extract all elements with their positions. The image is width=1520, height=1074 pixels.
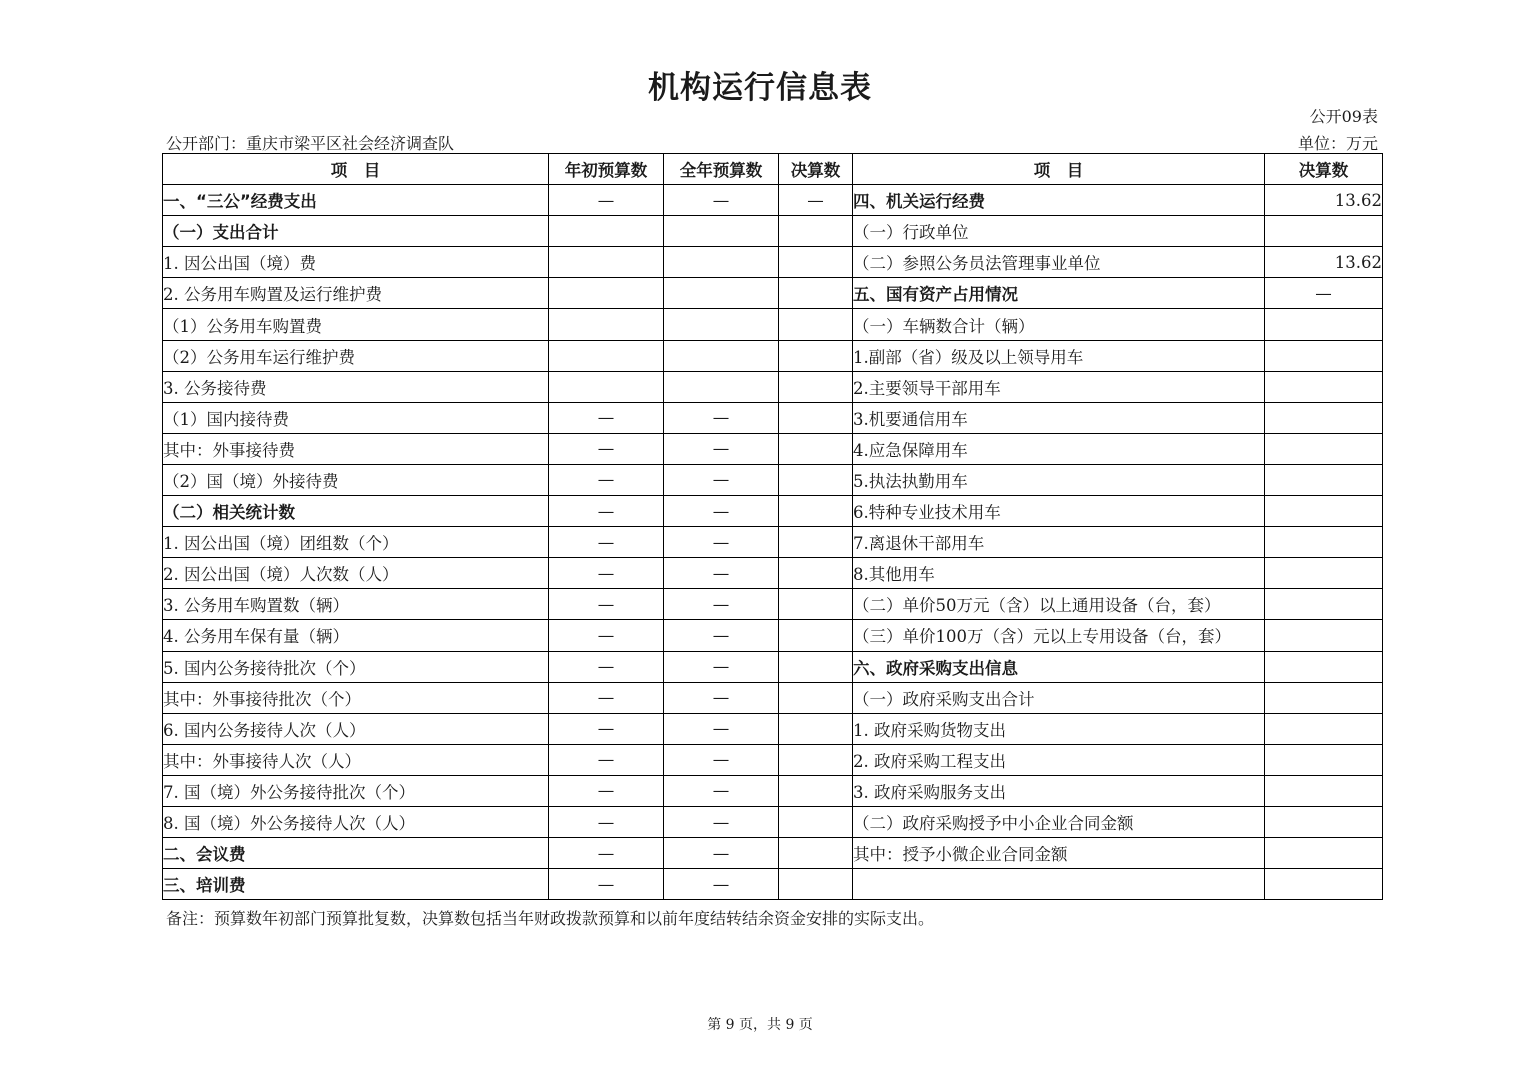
right-final-amount-cell bbox=[1265, 589, 1383, 620]
final-amount-cell bbox=[779, 527, 853, 558]
right-item: 1. 政府采购货物支出 bbox=[853, 713, 1265, 744]
right-item: （二）政府采购授予中小企业合同金额 bbox=[853, 806, 1265, 837]
table-row bbox=[163, 744, 1383, 775]
full-year-budget-cell bbox=[664, 247, 779, 278]
full-year-budget-cell: — bbox=[664, 464, 779, 495]
right-item: 8.其他用车 bbox=[853, 558, 1265, 589]
table-row bbox=[163, 775, 1383, 806]
row-item: 其中：外事接待费 bbox=[163, 433, 549, 464]
right-final-amount-cell bbox=[1265, 806, 1383, 837]
full-year-budget-cell bbox=[664, 309, 779, 340]
form-code: 公开09表 bbox=[1309, 107, 1378, 126]
initial-budget-cell: — bbox=[549, 620, 664, 651]
row-item: 二、会议费 bbox=[163, 838, 549, 869]
row-item: 1. 因公出国（境）团组数（个） bbox=[163, 527, 549, 558]
right-final-amount-cell bbox=[1265, 402, 1383, 433]
table-row bbox=[163, 713, 1383, 744]
right-item: 2.主要领导干部用车 bbox=[853, 371, 1265, 402]
final-amount-cell bbox=[779, 838, 853, 869]
table-row bbox=[163, 185, 1383, 216]
table-row bbox=[163, 651, 1383, 682]
department-label: 公开部门：重庆市梁平区社会经济调查队 bbox=[166, 134, 455, 153]
table-row bbox=[163, 806, 1383, 837]
final-amount-cell bbox=[779, 496, 853, 527]
right-item: 其中：授予小微企业合同金额 bbox=[853, 838, 1265, 869]
final-amount-cell bbox=[779, 869, 853, 900]
right-final-amount-cell bbox=[1265, 371, 1383, 402]
final-amount-cell bbox=[779, 589, 853, 620]
row-item: 8. 国（境）外公务接待人次（人） bbox=[163, 806, 549, 837]
full-year-budget-cell: — bbox=[664, 620, 779, 651]
final-amount-cell bbox=[779, 278, 853, 309]
initial-budget-cell: — bbox=[549, 806, 664, 837]
right-item: 六、政府采购支出信息 bbox=[853, 651, 1265, 682]
full-year-budget-cell: — bbox=[664, 589, 779, 620]
institution-operation-table bbox=[162, 153, 1383, 900]
right-item: 5.执法执勤用车 bbox=[853, 464, 1265, 495]
row-item: 6. 国内公务接待人次（人） bbox=[163, 713, 549, 744]
final-amount-cell bbox=[779, 433, 853, 464]
full-year-budget-cell bbox=[664, 278, 779, 309]
row-item: （一）支出合计 bbox=[163, 216, 549, 247]
row-item: 1. 因公出国（境）费 bbox=[163, 247, 549, 278]
initial-budget-cell: — bbox=[549, 558, 664, 589]
final-amount-cell bbox=[779, 682, 853, 713]
right-final-amount-cell: 13.62 bbox=[1265, 185, 1383, 216]
full-year-budget-cell: — bbox=[664, 185, 779, 216]
right-final-amount-cell bbox=[1265, 496, 1383, 527]
initial-budget-cell bbox=[549, 247, 664, 278]
initial-budget-cell: — bbox=[549, 869, 664, 900]
table-row bbox=[163, 216, 1383, 247]
final-amount-cell bbox=[779, 806, 853, 837]
right-final-amount-cell bbox=[1265, 651, 1383, 682]
initial-budget-cell bbox=[549, 371, 664, 402]
table-row bbox=[163, 371, 1383, 402]
right-item: 四、机关运行经费 bbox=[853, 185, 1265, 216]
table-row bbox=[163, 838, 1383, 869]
initial-budget-cell: — bbox=[549, 185, 664, 216]
full-year-budget-cell: — bbox=[664, 527, 779, 558]
full-year-budget-cell: — bbox=[664, 775, 779, 806]
right-item: 1.副部（省）级及以上领导用车 bbox=[853, 340, 1265, 371]
initial-budget-cell: — bbox=[549, 775, 664, 806]
final-amount-cell bbox=[779, 309, 853, 340]
initial-budget-cell: — bbox=[549, 589, 664, 620]
final-amount-cell bbox=[779, 775, 853, 806]
table-row bbox=[163, 620, 1383, 651]
right-final-amount-cell bbox=[1265, 527, 1383, 558]
right-item: 2. 政府采购工程支出 bbox=[853, 744, 1265, 775]
right-final-amount-cell bbox=[1265, 682, 1383, 713]
row-item: 其中：外事接待人次（人） bbox=[163, 744, 549, 775]
full-year-budget-cell bbox=[664, 216, 779, 247]
page-footer: 第 9 页，共 9 页 bbox=[707, 1017, 813, 1033]
row-item: （1）公务用车购置费 bbox=[163, 309, 549, 340]
initial-budget-cell bbox=[549, 309, 664, 340]
table-row bbox=[163, 247, 1383, 278]
right-final-amount-cell bbox=[1265, 620, 1383, 651]
table-row bbox=[163, 433, 1383, 464]
full-year-budget-cell: — bbox=[664, 402, 779, 433]
initial-budget-cell: — bbox=[549, 433, 664, 464]
table-row bbox=[163, 589, 1383, 620]
right-item bbox=[853, 869, 1265, 900]
table-row bbox=[163, 496, 1383, 527]
full-year-budget-cell: — bbox=[664, 651, 779, 682]
right-final-amount-cell bbox=[1265, 309, 1383, 340]
initial-budget-cell: — bbox=[549, 527, 664, 558]
row-item: （1）国内接待费 bbox=[163, 402, 549, 433]
initial-budget-cell: — bbox=[549, 496, 664, 527]
table-row bbox=[163, 309, 1383, 340]
full-year-budget-cell: — bbox=[664, 433, 779, 464]
final-amount-cell bbox=[779, 651, 853, 682]
right-item: 4.应急保障用车 bbox=[853, 433, 1265, 464]
row-item: 其中：外事接待批次（个） bbox=[163, 682, 549, 713]
right-final-amount-cell bbox=[1265, 216, 1383, 247]
full-year-budget-cell bbox=[664, 340, 779, 371]
right-final-amount-cell bbox=[1265, 433, 1383, 464]
initial-budget-cell: — bbox=[549, 402, 664, 433]
row-item: （二）相关统计数 bbox=[163, 496, 549, 527]
right-item: 6.特种专业技术用车 bbox=[853, 496, 1265, 527]
final-amount-cell bbox=[779, 216, 853, 247]
right-item: （二）参照公务员法管理事业单位 bbox=[853, 247, 1265, 278]
row-item: 三、培训费 bbox=[163, 869, 549, 900]
note-text: 备注：预算数年初部门预算批复数，决算数包括当年财政拨款预算和以前年度结转结余资金安排的实际支出。 bbox=[166, 909, 935, 928]
right-item: （一）行政单位 bbox=[853, 216, 1265, 247]
table-row bbox=[163, 558, 1383, 589]
right-item: （一）车辆数合计（辆） bbox=[853, 309, 1265, 340]
table-row bbox=[163, 402, 1383, 433]
right-item: 3.机要通信用车 bbox=[853, 402, 1265, 433]
full-year-budget-cell: — bbox=[664, 496, 779, 527]
final-amount-cell bbox=[779, 402, 853, 433]
table-row bbox=[163, 869, 1383, 900]
final-amount-cell bbox=[779, 340, 853, 371]
final-amount-cell bbox=[779, 558, 853, 589]
right-item: （三）单价100万（含）元以上专用设备（台，套） bbox=[853, 620, 1265, 651]
right-final-amount-cell bbox=[1265, 340, 1383, 371]
full-year-budget-cell: — bbox=[664, 806, 779, 837]
right-final-amount-cell bbox=[1265, 775, 1383, 806]
right-final-amount-cell bbox=[1265, 558, 1383, 589]
final-amount-cell bbox=[779, 247, 853, 278]
table-row bbox=[163, 340, 1383, 371]
page-title: 机构运行信息表 bbox=[648, 70, 872, 106]
header-initial-budget: 年初预算数 bbox=[549, 154, 664, 185]
row-item: 2. 公务用车购置及运行维护费 bbox=[163, 278, 549, 309]
row-item: 5. 国内公务接待批次（个） bbox=[163, 651, 549, 682]
initial-budget-cell: — bbox=[549, 713, 664, 744]
table-row bbox=[163, 527, 1383, 558]
right-item: 3. 政府采购服务支出 bbox=[853, 775, 1265, 806]
initial-budget-cell bbox=[549, 340, 664, 371]
initial-budget-cell bbox=[549, 278, 664, 309]
right-item: （二）单价50万元（含）以上通用设备（台，套） bbox=[853, 589, 1265, 620]
row-item: 一、“三公”经费支出 bbox=[163, 185, 549, 216]
row-item: 2. 因公出国（境）人次数（人） bbox=[163, 558, 549, 589]
row-item: （2）国（境）外接待费 bbox=[163, 464, 549, 495]
header-final-amount-right: 决算数 bbox=[1265, 154, 1383, 185]
final-amount-cell bbox=[779, 371, 853, 402]
initial-budget-cell: — bbox=[549, 838, 664, 869]
initial-budget-cell: — bbox=[549, 464, 664, 495]
initial-budget-cell: — bbox=[549, 651, 664, 682]
initial-budget-cell: — bbox=[549, 682, 664, 713]
full-year-budget-cell: — bbox=[664, 838, 779, 869]
right-final-amount-cell bbox=[1265, 838, 1383, 869]
initial-budget-cell: — bbox=[549, 744, 664, 775]
final-amount-cell bbox=[779, 713, 853, 744]
right-item: 7.离退休干部用车 bbox=[853, 527, 1265, 558]
full-year-budget-cell: — bbox=[664, 713, 779, 744]
right-item: 五、国有资产占用情况 bbox=[853, 278, 1265, 309]
right-final-amount-cell: — bbox=[1265, 278, 1383, 309]
row-item: 4. 公务用车保有量（辆） bbox=[163, 620, 549, 651]
right-item: （一）政府采购支出合计 bbox=[853, 682, 1265, 713]
table-row bbox=[163, 682, 1383, 713]
row-item: 7. 国（境）外公务接待批次（个） bbox=[163, 775, 549, 806]
header-item: 项 目 bbox=[163, 154, 549, 185]
final-amount-cell bbox=[779, 464, 853, 495]
row-item: 3. 公务接待费 bbox=[163, 371, 549, 402]
final-amount-cell bbox=[779, 620, 853, 651]
full-year-budget-cell: — bbox=[664, 744, 779, 775]
unit-label: 单位：万元 bbox=[1297, 134, 1378, 153]
full-year-budget-cell bbox=[664, 371, 779, 402]
right-final-amount-cell: 13.62 bbox=[1265, 247, 1383, 278]
header-full-year-budget: 全年预算数 bbox=[664, 154, 779, 185]
right-final-amount-cell bbox=[1265, 464, 1383, 495]
right-final-amount-cell bbox=[1265, 744, 1383, 775]
final-amount-cell bbox=[779, 744, 853, 775]
right-final-amount-cell bbox=[1265, 713, 1383, 744]
row-item: 3. 公务用车购置数（辆） bbox=[163, 589, 549, 620]
table-row bbox=[163, 464, 1383, 495]
initial-budget-cell bbox=[549, 216, 664, 247]
full-year-budget-cell: — bbox=[664, 558, 779, 589]
full-year-budget-cell: — bbox=[664, 682, 779, 713]
right-final-amount-cell bbox=[1265, 869, 1383, 900]
header-item-right: 项 目 bbox=[853, 154, 1265, 185]
row-item: （2）公务用车运行维护费 bbox=[163, 340, 549, 371]
table-row bbox=[163, 278, 1383, 309]
full-year-budget-cell: — bbox=[664, 869, 779, 900]
final-amount-cell: — bbox=[779, 185, 853, 216]
header-final-amount: 决算数 bbox=[779, 154, 853, 185]
table-header-row bbox=[163, 154, 1383, 185]
